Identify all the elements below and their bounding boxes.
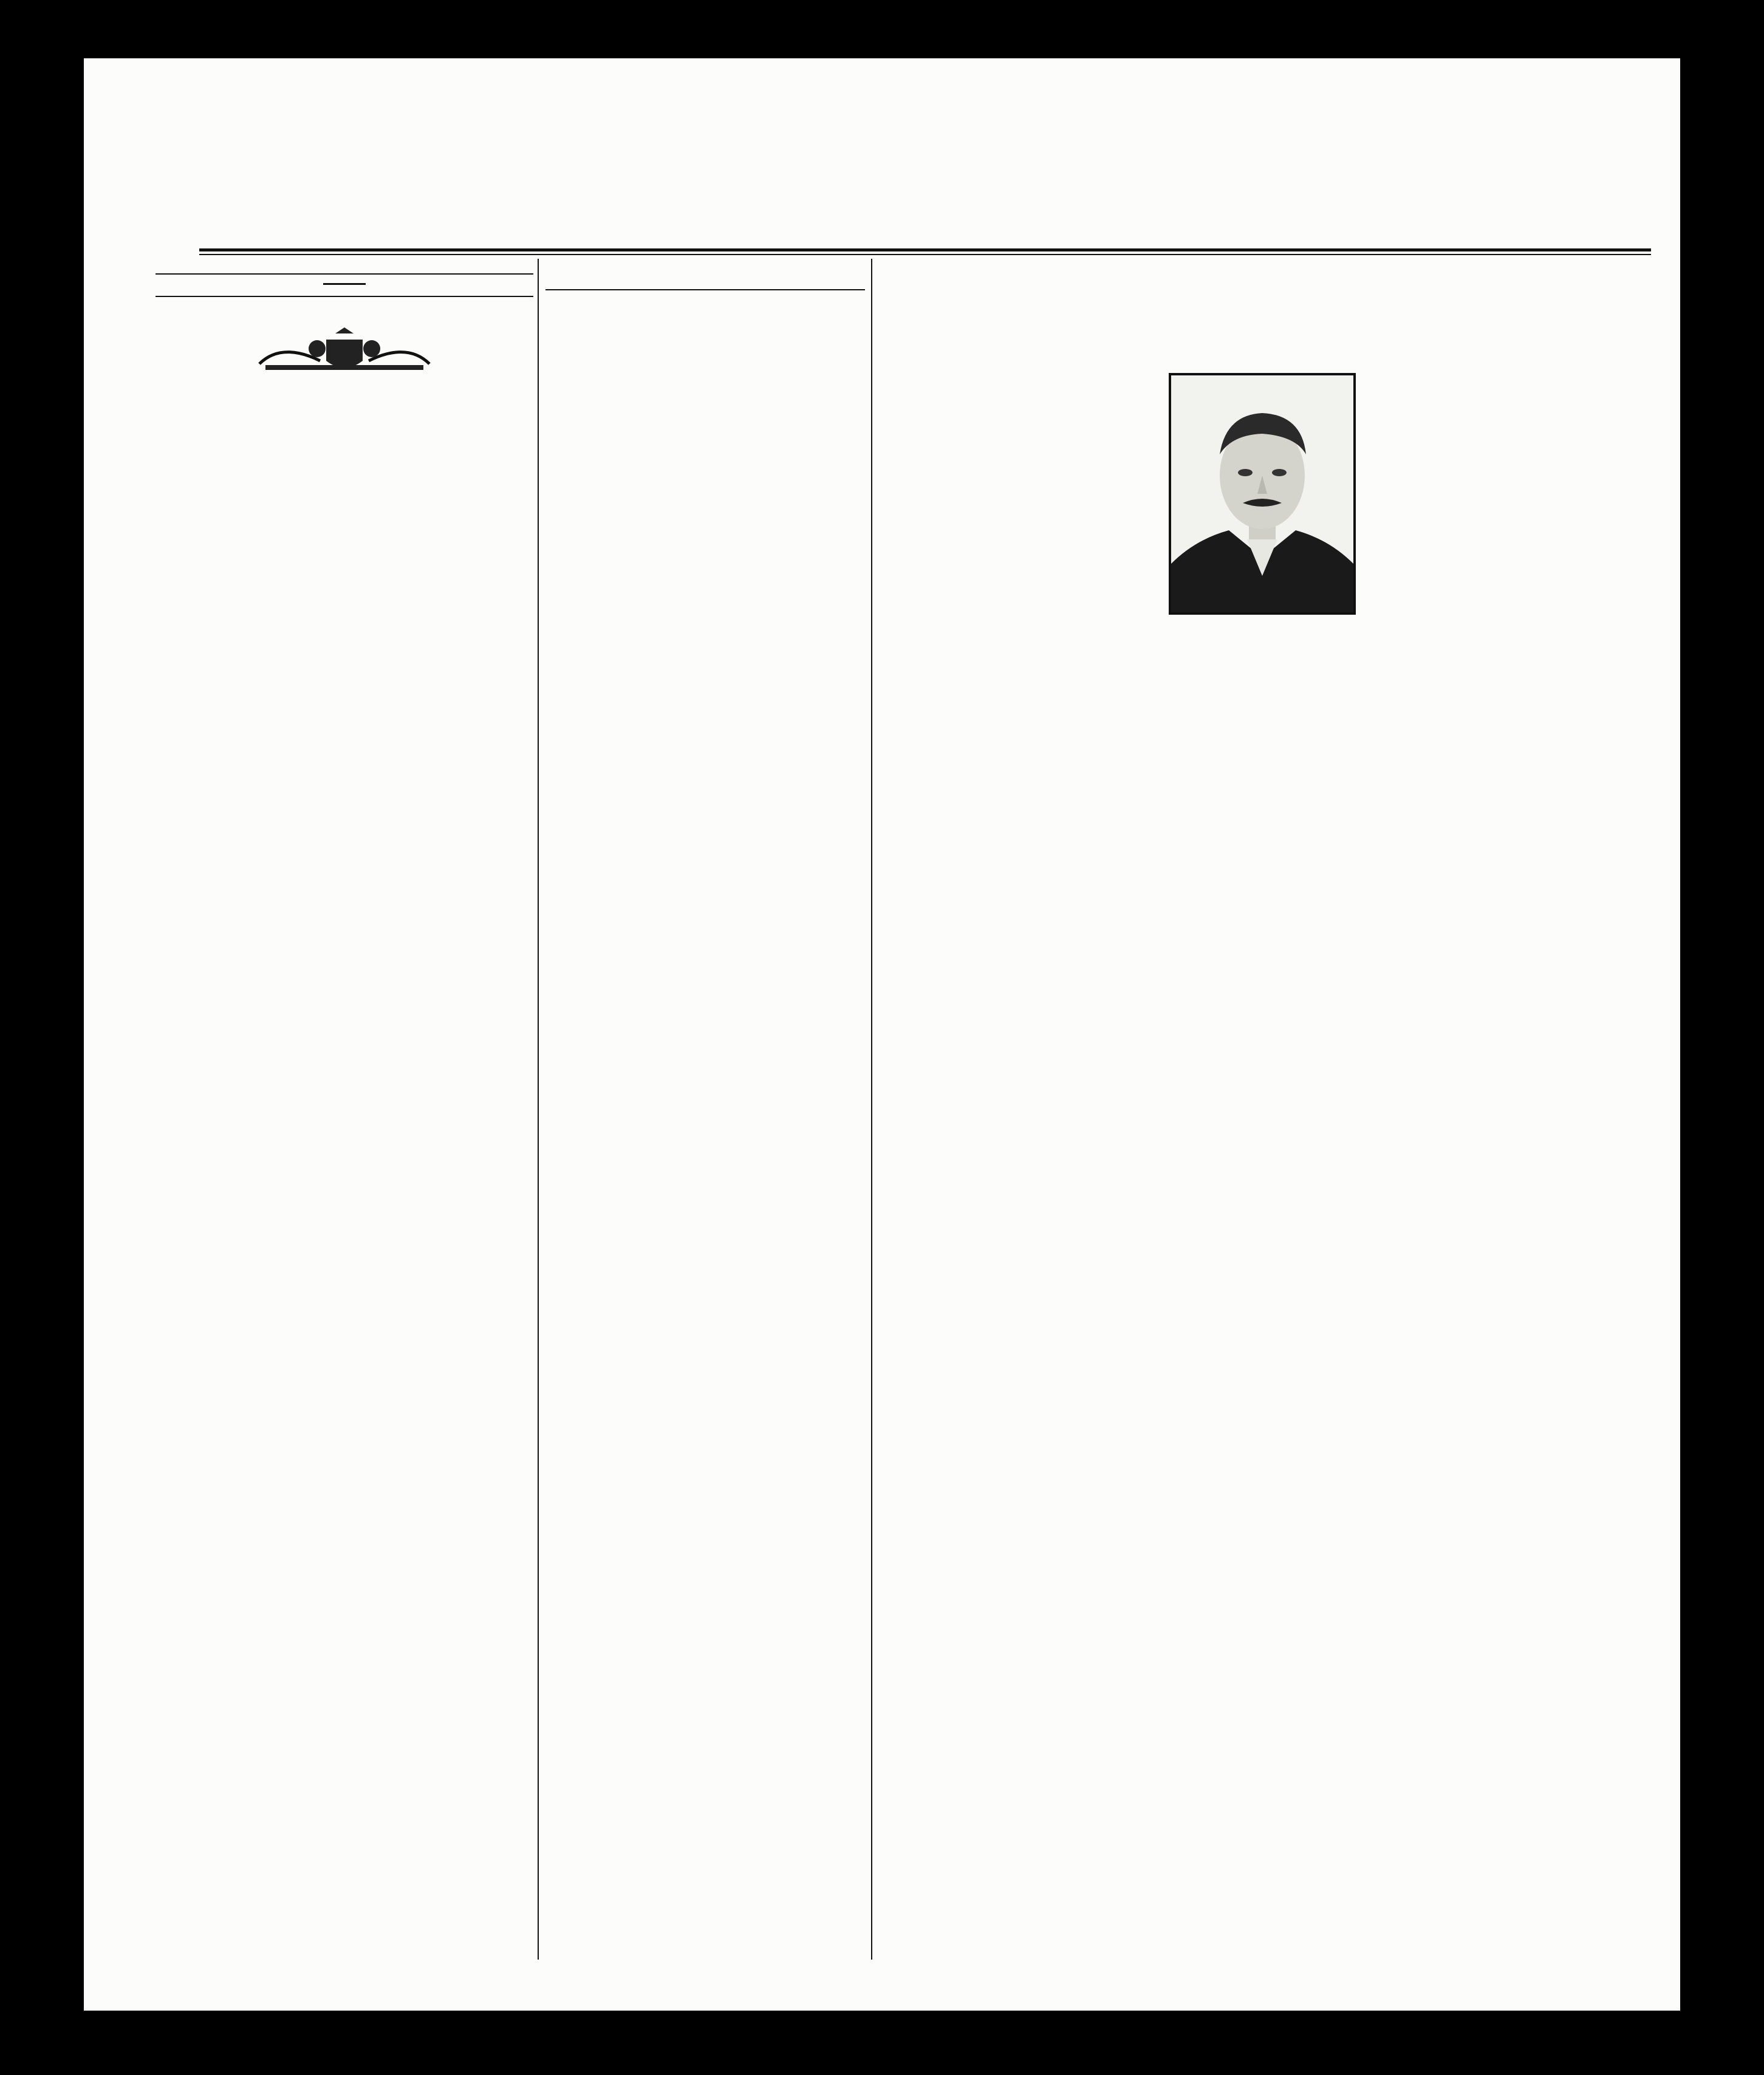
column-rule-2 [871,259,872,1960]
masthead-rule-thin [199,254,1651,255]
coat-of-arms-icon [253,327,436,376]
column-rule-1 [538,259,539,1960]
divider [156,296,533,297]
column-1 [156,265,533,382]
candidate-portrait [1169,373,1356,615]
candidate-portrait-icon [1171,375,1353,612]
farm-divider [323,283,366,285]
divider [156,273,533,275]
column-3 [946,654,1590,683]
column-2 [545,283,865,321]
newspaper-page [84,58,1680,2011]
divider [545,289,865,290]
masthead-rule [199,248,1651,251]
